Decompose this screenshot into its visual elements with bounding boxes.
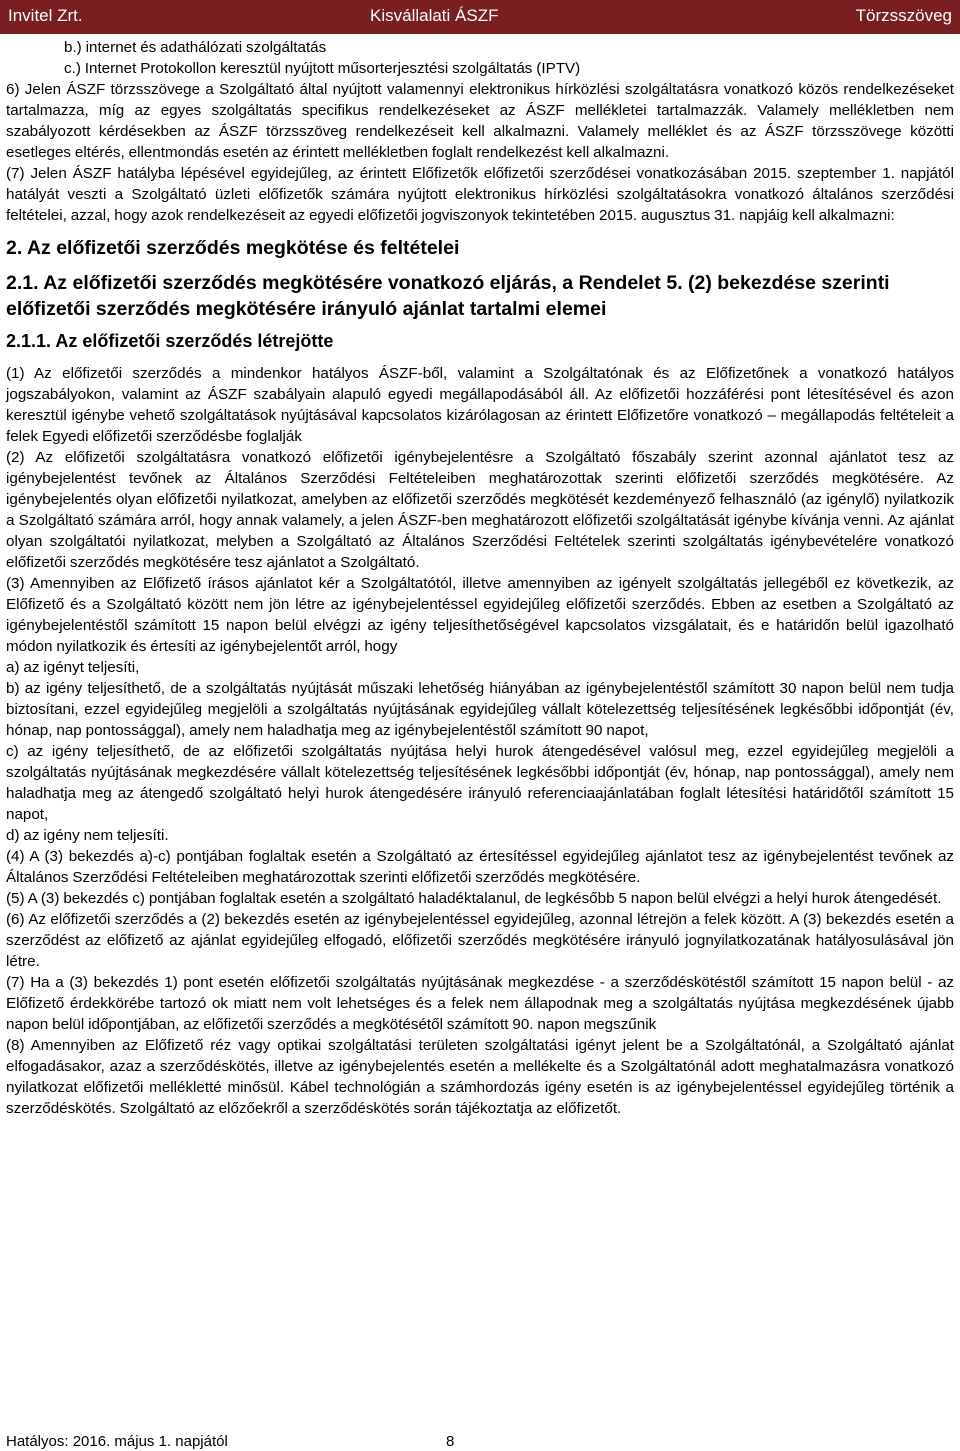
document-body xyxy=(6,37,954,1119)
header-section: Törzsszöveg xyxy=(855,6,952,25)
header-document-title: Kisvállalati ÁSZF xyxy=(370,6,499,25)
clause-3: (3) Amennyiben az Előfizető írásos ajánlatot kér a Szolgáltatótól, illetve amennyiben az igényelt szolgáltatás jellegéből ez következik, az Előfizető és a Szolgáltató között nem jön létre az igénybejelentéssel egyidejűleg előfizetői szerződés. Ebben az esetben a Szolgáltató az igénybejelentéstől számított 15 napon belül elvégzi az igény teljesíthetőségével kapcsolatos vizsgálatait, és e határidőn belül igazolható módon nyilatkozik és értesíti az igénybejelentőt arról, hogy xyxy=(6,575,954,655)
clause-8: (8) Amennyiben az Előfizető réz vagy optikai szolgáltatási területen szolgáltatási igényt jelent be a Szolgáltatónál, a Szolgáltató ajánlat elfogadásakor, azaz a szerződéskötés, illetve az igénybejelentés esetén a mellékelte és a Szolgáltatónál adott meghatalmazásra vonatkozó nyilatkozat előfizetői mellékletté minősül. Kábel technológián a számhordozás igény esetén is az igénybejelentéssel egyidejűleg történik a szerződéskötés. Szolgáltató az előzőekről a szerződéskötés során tájékoztatja az előfizetőt. xyxy=(6,1037,954,1117)
clause-3-b: b) az igény teljesíthető, de a szolgáltatás nyújtását műszaki lehetőség hiányában az igénybejelentéstől számított 30 napon belül nem tudja biztosítani, ezzel egyidejűleg megjelöli a szolgáltatás nyújtásának egyidejűleg vállalt kötelezettség teljesítésének legkésőbbi időpontját (év, hónap, nap pontossággal), amely nem haladhatja meg az igénybejelentéstől számított 90 napot, xyxy=(6,680,954,739)
clause-3-c: c) az igény teljesíthető, de az előfizetői szolgáltatás nyújtása helyi hurok átengedésével valósul meg, ezzel egyidejűleg megjelöli a szolgáltatás nyújtásának megkezdésére vállalt kötelezettség teljesítésének legkésőbbi időpontját (év, hónap, nap pontossággal), amely nem haladhatja meg az átengedő szolgáltató helyi hurok átengedésére irányuló referenciaajánlatában foglalt létesítési határidőtől számított 15 napot, xyxy=(6,743,954,823)
list-item-c: c.) Internet Protokollon keresztül nyújtott műsorterjesztési szolgáltatás (IPTV) xyxy=(64,60,581,77)
clause-2: (2) Az előfizetői szolgáltatásra vonatkozó előfizetői igénybejelentésre a Szolgáltató főszabály szerint azonnal ajánlatot tesz az igénybejelentést tevőnek az Általános Szerződési Feltételeiben meghatározottak szerinti előfizetői szerződés megkötésére. Az igénybejelentés olyan előfizetői nyilatkozat, amelyben az előfizetői szerződés megkötését kezdeményező felhasználó (az igénylő) nyilatkozik a Szolgáltató számára arról, hogy annak valamely, a jelen ÁSZF-ben meghatározott előfizetői szolgáltatását igénybe kívánja venni. Az ajánlat olyan szolgáltatói nyilatkozat, melyben a Szolgáltató az Általános Szerződési Feltételek szerinti szolgáltatás igénybevételére vonatkozó előfizetői szerződés megkötésére tesz ajánlatot a Szolgáltató. xyxy=(6,449,954,571)
document-header xyxy=(0,0,960,34)
page-number: 8 xyxy=(446,1433,455,1450)
clause-6: (6) Az előfizetői szerződés a (2) bekezdés esetén az igénybejelentéssel egyidejűleg, azonnal létrejön a felek között. A (3) bekezdés esetén a szerződést az előfizető az ajánlat egyidejűleg elfogadó, előfizetői szerződés megkötésére irányuló jognyilatkozatának hatályosulásával jön létre. xyxy=(6,911,954,970)
validity-date: Hatályos: 2016. május 1. napjától xyxy=(6,1433,228,1450)
section-heading-2-1-1: 2.1.1. Az előfizetői szerződés létrejötte xyxy=(6,331,334,351)
paragraph-7: (7) Jelen ÁSZF hatályba lépésével egyidejűleg, az érintett Előfizetők előfizetői szerződései vonatkozásában 2015. szeptember 1. napjától hatályát veszti a Szolgáltató üzleti előfizetők számára nyújtott elektronikus hírközlési szolgáltatásokra vonatkozó általános szerződési feltételei, azzal, hogy azok rendelkezéseit az egyedi előfizetői jogviszonyok tekintetében 2015. augusztus 31. napjáig kell alkalmazni: xyxy=(6,165,954,224)
clause-3-a: a) az igényt teljesíti, xyxy=(6,659,140,676)
document-footer xyxy=(0,1432,960,1451)
clause-3-d: d) az igény nem teljesíti. xyxy=(6,827,169,844)
section-heading-2: 2. Az előfizetői szerződés megkötése és feltételei xyxy=(6,237,460,259)
clause-4: (4) A (3) bekezdés a)-c) pontjában foglaltak esetén a Szolgáltató az értesítéssel egyidejűleg ajánlatot tesz az igénybejelentést tevőnek az Általános Szerződési Feltételeiben meghatározottak szerinti előfizetői szerződés megkötésére. xyxy=(6,848,954,886)
clause-5: (5) A (3) bekezdés c) pontjában foglaltak esetén a szolgáltató haladéktalanul, de legkésőbb 5 napon belül elvégzi a helyi hurok átengedését. xyxy=(6,890,942,907)
clause-1: (1) Az előfizetői szerződés a mindenkor hatályos ÁSZF-ből, valamint a Szolgáltatónak és az Előfizetőnek a vonatkozó hatályos jogszabályokon, valamint az ÁSZF szabályain alapuló egyedi megállapodásából áll. Az előfizetői hozzáférési pont létesítésével és azon keresztül igénybe vehető szolgáltatások nyújtásával kapcsolatos kizárólagosan az érintett Előfizetőre vonatkozó – megállapodás feltételeit a felek Egyedi előfizetői szerződésbe foglalják xyxy=(6,365,954,445)
header-company: Invitel Zrt. xyxy=(8,6,83,25)
clause-7: (7) Ha a (3) bekezdés 1) pont esetén előfizetői szolgáltatás nyújtásának megkezdése - a szerződéskötéstől számított 15 napon belül - az Előfizető érdekkörébe tartozó ok miatt nem volt lehetséges és a felek nem állapodnak meg a szolgáltatás nyújtása megkezdésének újabb napon belül időpontjában, az előfizetői szerződés a megkötésétől számított 90. napon megszűnik xyxy=(6,974,954,1033)
section-heading-2-1: 2.1. Az előfizetői szerződés megkötésére vonatkozó eljárás, a Rendelet 5. (2) bekezdése szerinti előfizetői szerződés megkötésére irányuló ajánlat tartalmi elemei xyxy=(6,272,890,320)
list-item-b: b.) internet és adathálózati szolgáltatás xyxy=(64,39,327,56)
paragraph-6: 6) Jelen ÁSZF törzsszövege a Szolgáltató által nyújtott valamennyi elektronikus hírközlési szolgáltatásra vonatkozó közös rendelkezéseket tartalmazza, míg az egyes szolgáltatás specifikus rendelkezéseket az ÁSZF mellékletei tartalmazzák. Valamely mellékletben nem szabályozott kérdésekben az ÁSZF törzsszöveg rendelkezéseit kell alkalmazni. Valamely melléklet és az ÁSZF törzsszövege közötti esetleges eltérés, ellentmondás esetén az érintett mellékletben foglalt rendelkezést kell alkalmazni. xyxy=(6,81,954,161)
